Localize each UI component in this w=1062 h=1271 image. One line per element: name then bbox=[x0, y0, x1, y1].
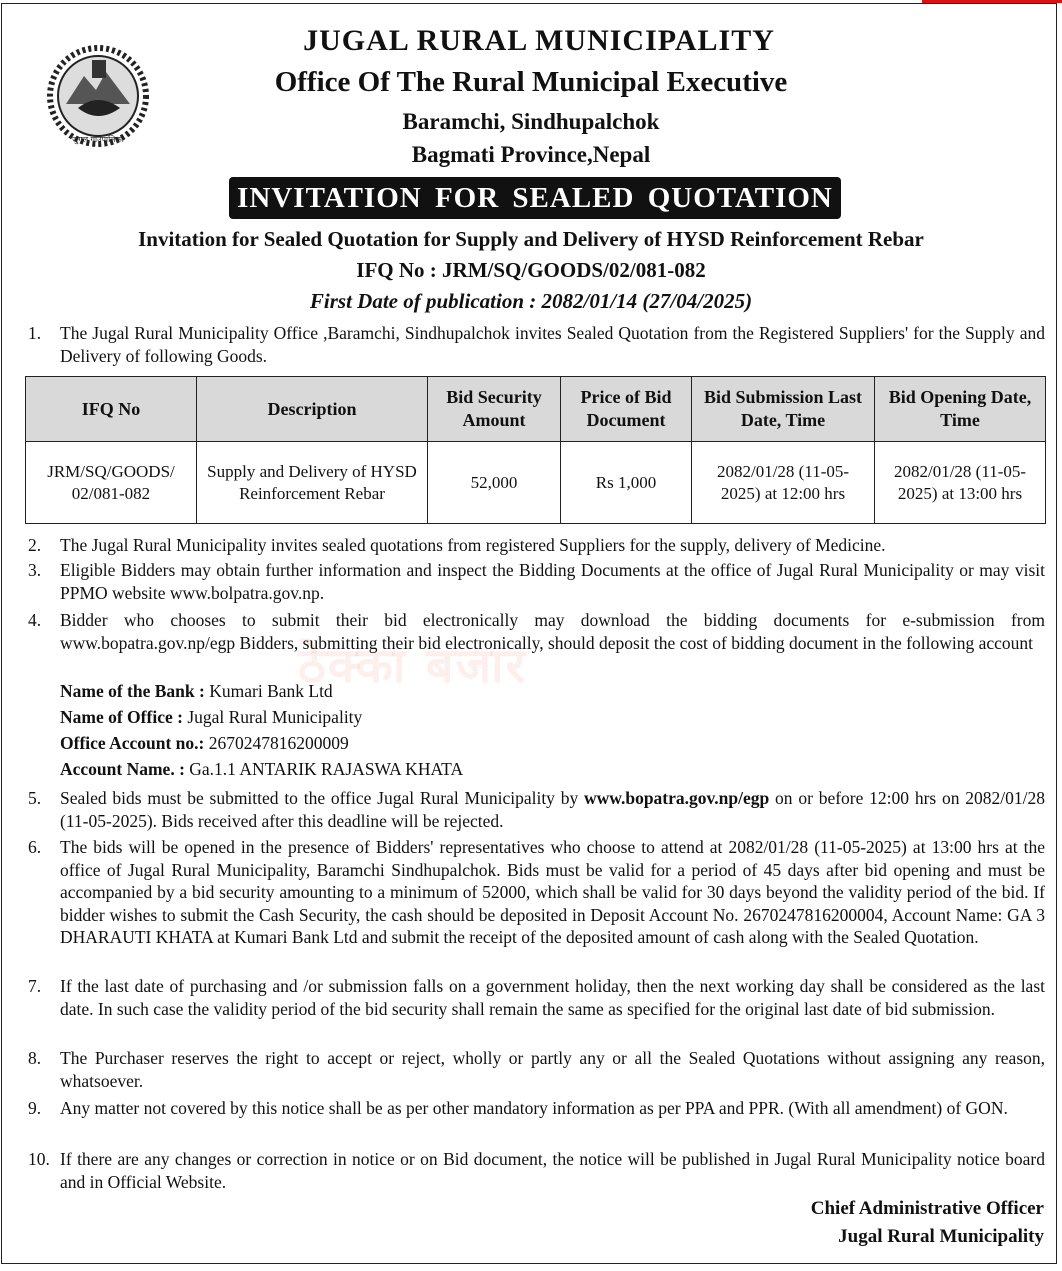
account-no-label: Office Account no.: bbox=[60, 733, 205, 753]
item-text: The Purchaser reserves the right to accept or reject, wholly or partly any or all the Sealed Quotations without assigning any reason, whatsoever. bbox=[60, 1048, 1045, 1091]
item-number: 3. bbox=[28, 560, 42, 580]
item-text: If there are any changes or correction in notice or on Bid document, the notice will be published in Jugal Rural Municipality notice board and in Official Website. bbox=[60, 1149, 1045, 1192]
address-line-1: Baramchi, Sindhupalchok bbox=[402, 109, 660, 134]
watermark: ठेक्का बजार bbox=[298, 638, 528, 694]
item-number: 2. bbox=[28, 535, 42, 555]
item-number: 7. bbox=[28, 976, 42, 996]
col-bid-security: Bid Security Amount bbox=[428, 377, 561, 442]
account-name-label: Account Name. : bbox=[60, 759, 185, 779]
list-item bbox=[28, 534, 1045, 557]
bank-name-line bbox=[60, 681, 333, 702]
ifq-number: IFQ No : JRM/SQ/GOODS/02/081-082 bbox=[356, 258, 706, 282]
account-no-value: 2670247816200009 bbox=[208, 733, 349, 753]
notice-banner: INVITATION FOR SEALED QUOTATION bbox=[229, 177, 841, 219]
cell-description: Supply and Delivery of HYSD Reinforcement Rebar bbox=[197, 442, 428, 524]
item-text bbox=[60, 787, 1045, 832]
item-number: 8. bbox=[28, 1048, 42, 1068]
item-number: 9. bbox=[28, 1098, 42, 1118]
address-line-2: Bagmati Province,Nepal bbox=[411, 142, 651, 167]
signatory-org: Jugal Rural Municipality bbox=[838, 1226, 1044, 1247]
cell-price-doc: Rs 1,000 bbox=[561, 442, 692, 524]
office-name-value: Jugal Rural Municipality bbox=[187, 707, 363, 727]
table-header-row bbox=[26, 377, 1046, 442]
list-item bbox=[28, 1097, 1045, 1120]
org-name: JUGAL RURAL MUNICIPALITY bbox=[303, 24, 775, 57]
col-submission: Bid Submission Last Date, Time bbox=[692, 377, 875, 442]
account-name-line bbox=[60, 759, 463, 780]
item-text-pre: Sealed bids must be submitted to the office Jugal Rural Municipality by bbox=[60, 788, 585, 808]
col-price-doc: Price of Bid Document bbox=[561, 377, 692, 442]
item-number: 4. bbox=[28, 610, 42, 630]
list-item bbox=[28, 1047, 1045, 1092]
signatory-title: Chief Administrative Officer bbox=[810, 1198, 1044, 1219]
list-item bbox=[28, 975, 1045, 1020]
bid-table bbox=[25, 376, 1046, 524]
list-item bbox=[28, 836, 1045, 949]
account-name-value: Ga.1.1 ANTARIK RAJASWA KHATA bbox=[189, 759, 464, 779]
notice-subject: Invitation for Sealed Quotation for Supply and Delivery of HYSD Reinforcement Rebar bbox=[138, 227, 924, 251]
account-no-line bbox=[60, 733, 349, 754]
office-name-line bbox=[60, 707, 362, 728]
item-number: 5. bbox=[28, 788, 42, 808]
item-number: 6. bbox=[28, 837, 42, 857]
item-number: 1. bbox=[28, 323, 42, 343]
list-item bbox=[28, 787, 1045, 832]
list-item bbox=[28, 609, 1045, 654]
cell-bid-security: 52,000 bbox=[428, 442, 561, 524]
col-description: Description bbox=[197, 377, 428, 442]
list-item bbox=[28, 1148, 1045, 1193]
bank-name-value: Kumari Bank Ltd bbox=[209, 681, 333, 701]
egp-link[interactable]: www.bopatra.gov.np/egp bbox=[584, 788, 770, 808]
office-name-label: Name of Office : bbox=[60, 707, 183, 727]
item-text-post: on or before 12:00 hrs on 2082/01/28 (11-05-2025). Bids received after this deadline will be rejected. bbox=[60, 788, 1045, 831]
list-item bbox=[28, 322, 1045, 367]
col-ifq-no: IFQ No bbox=[26, 377, 197, 442]
item-text: The bids will be opened in the presence of Bidders' representatives who choose to attend at 2082/01/28 (11-05-2025) at 13:00 hrs at the office of Jugal Rural Municipality, Baramchi Sindhupalchok. Bids must be valid for a period of 45 days after bid opening and must be accompanied by a bid security amounting to a minimum of 52000, which shall be valid for 30 days beyond the validity period of the bid. If bidder wishes to submit the Cash Security, the cash should be deposited in Deposit Account No. 2670247816200004, Account Name: GA 3 DHARAUTI KHATA at Kumari Bank Ltd and submit the receipt of the deposited amount of cash along with the Sealed Quotation. bbox=[60, 837, 1045, 947]
item-text: If the last date of purchasing and /or submission falls on a government holiday, then the next working day shall be considered as the last date. In such case the validity period of the bid security shall remain the same as specified for the original last date of bid submission. bbox=[60, 976, 1045, 1019]
table-row bbox=[26, 442, 1046, 524]
item-text: The Jugal Rural Municipality Office ,Baramchi, Sindhupalchok invites Sealed Quotation from the Registered Suppliers' for the Supply and Delivery of following Goods. bbox=[60, 323, 1045, 366]
item-text: Eligible Bidders may obtain further information and inspect the Bidding Documents at the office of Jugal Rural Municipality or may visit PPMO website www.bolpatra.gov.np. bbox=[60, 560, 1045, 603]
cell-submission: 2082/01/28 (11-05-2025) at 12:00 hrs bbox=[692, 442, 875, 524]
item-text: Bidder who chooses to submit their bid electronically may download the bidding documents for e-submission from www.bopatra.gov.np/egp Bidders, submitting their bid electronically, should deposit the cost of bidding document in the following account bbox=[60, 610, 1045, 653]
list-item bbox=[28, 559, 1045, 604]
item-text: Any matter not covered by this notice shall be as per other mandatory information as per PPA and PPR. (With all amendment) of GON. bbox=[60, 1098, 1008, 1118]
publication-date: First Date of publication : 2082/01/14 (27/04/2025) bbox=[309, 289, 753, 313]
item-text: The Jugal Rural Municipality invites sealed quotations from registered Suppliers for the supply, delivery of Medicine. bbox=[60, 535, 886, 555]
emblem-caption: जुगल गाउँपालिका bbox=[72, 135, 124, 144]
bank-name-label: Name of the Bank : bbox=[60, 681, 205, 701]
cell-opening: 2082/01/28 (11-05-2025) at 13:00 hrs bbox=[875, 442, 1046, 524]
office-name: Office Of The Rural Municipal Executive bbox=[274, 66, 788, 98]
item-number: 10. bbox=[28, 1149, 50, 1169]
col-opening: Bid Opening Date, Time bbox=[875, 377, 1046, 442]
cell-ifq-no: JRM/SQ/GOODS/ 02/081-082 bbox=[26, 442, 197, 524]
